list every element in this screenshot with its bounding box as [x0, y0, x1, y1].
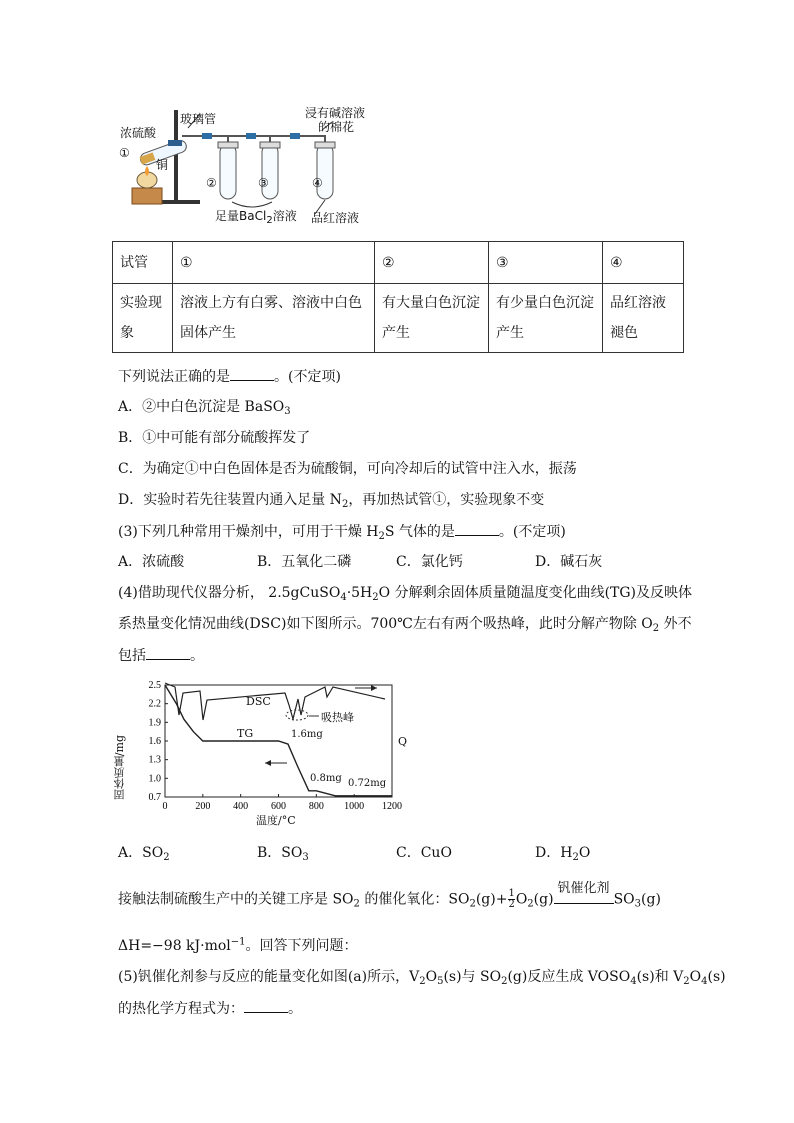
- chart-label-1p6: 1.6mg: [291, 729, 323, 740]
- table-cell: 有少量白色沉淀 产生: [489, 284, 603, 353]
- x-tick-label: 1200: [382, 801, 402, 812]
- y-tick-label: 1.3: [148, 754, 161, 766]
- chart-label-dsc: DSC: [246, 695, 271, 708]
- q4-option-d: D．$H_2O$: [535, 845, 591, 863]
- x-tick-label: 200: [195, 801, 211, 812]
- label-num-1: ①: [119, 146, 130, 160]
- x-tick-label: 600: [271, 801, 286, 812]
- q4-line-1: (4)借助现代仪器分析， $2.5gCuSO_4\cdot 5H_2O$ 分解剩余固体质量随温度变化曲线(TG)及反映体: [118, 585, 693, 603]
- fraction-half: $\frac{1}{2}$: [508, 888, 515, 910]
- x-tick-label: 0: [162, 801, 168, 812]
- q4-option-c: C．CuO: [396, 845, 452, 861]
- q3-option-a: A．浓硫酸: [118, 554, 185, 570]
- q3-option-c: C．氯化钙: [396, 554, 463, 570]
- label-glass-tube: 玻璃管: [180, 112, 217, 126]
- catalyst-arrow: 钒催化剂: [554, 893, 614, 904]
- q2-option-c: C．为确定①中白色固体是否为硫酸铜，可向冷却后的试管中注入水，振荡: [118, 461, 577, 477]
- q3-option-d: D．碱石灰: [535, 554, 603, 570]
- x-tick-label: 400: [233, 801, 249, 812]
- chart-label-0p8: 0.8mg: [310, 773, 342, 784]
- chart-x-label: 温度/°C: [256, 814, 296, 827]
- q4-option-b: B．$SO_3$: [257, 845, 309, 863]
- y-tick-label: 2.2: [148, 698, 161, 710]
- table-cell: 有大量白色沉淀 产生: [375, 284, 489, 353]
- x-tick-label: 1000: [344, 801, 365, 812]
- q2-stem: 下列说法正确的是 。(不定项): [118, 366, 341, 387]
- q4-line-3: 包括 。: [118, 645, 204, 666]
- table-row-label: 实验现 象: [113, 284, 173, 353]
- y-tick-label: 1.6: [148, 736, 161, 747]
- label-num-3: ③: [258, 176, 269, 190]
- label-bacl2: 足量BaCl$_2$溶液: [215, 209, 297, 226]
- table-header-cell: ②: [375, 242, 489, 284]
- y-tick-label: 0.7: [148, 792, 161, 803]
- answer-blank[interactable]: [146, 645, 190, 660]
- label-num-2: ②: [206, 176, 217, 190]
- observation-table: [112, 241, 684, 353]
- table-cell: 品红溶液 褪色: [603, 284, 684, 353]
- q3-stem: (3)下列几种常用干燥剂中，可用于干燥 $H_2S$ 气体的是 。(不定项): [118, 521, 566, 542]
- table-cell: 溶液上方有白雾、溶液中白色 固体产生: [173, 284, 375, 353]
- q5-dh: ΔH=−98 kJ·mol$^{-1}$。回答下列问题：: [118, 936, 358, 954]
- label-cotton-2: 的棉花: [318, 120, 355, 134]
- label-num-4: ④: [312, 176, 323, 190]
- q3-option-b: B．五氧化二磷: [257, 554, 352, 570]
- answer-blank[interactable]: [455, 521, 499, 536]
- answer-blank[interactable]: [244, 998, 288, 1013]
- chart-y2-label: Q: [398, 735, 408, 748]
- q2-option-b: B．①中可能有部分硫酸挥发了: [118, 430, 311, 446]
- chart-label-tg: TG: [237, 727, 254, 740]
- q5-line-2: 的热化学方程式为： 。: [118, 998, 302, 1019]
- answer-blank[interactable]: [230, 366, 274, 381]
- table-row: [113, 284, 684, 353]
- table-header-cell: ①: [173, 242, 375, 284]
- table-header-cell: ③: [489, 242, 603, 284]
- table-header-row: [113, 242, 684, 284]
- q2-option-d: D．实验时若先往装置内通入足量 $N_2$，再加热试管①，实验现象不变: [118, 492, 545, 510]
- label-conc-acid: 浓硫酸: [120, 126, 157, 140]
- chart-label-0p72: 0.72mg: [348, 778, 387, 789]
- y-tick-label: 2.5: [148, 680, 161, 691]
- label-cotton: 浸有碱溶液: [305, 106, 366, 120]
- q5-intro: 接触法制硫酸生产中的关键工序是 $SO_2$ 的催化氧化：$SO_2(g)+$ $\frac{1}{2}$ $O_2(g)$ 钒催化剂 $SO_3(g)$: [118, 880, 661, 910]
- chart-y-label: 固体质量/mg: [113, 735, 126, 801]
- x-tick-label: 800: [308, 801, 324, 812]
- y-tick-label: 1.0: [148, 773, 161, 785]
- label-copper: 铜: [156, 158, 169, 172]
- label-pinkred: 品红溶液: [311, 211, 360, 225]
- q4-line-2: 系热量变化情况曲线(DSC)如下图所示。700℃左右有两个吸热峰，此时分解产物除 $O_2$ 外不: [118, 616, 692, 634]
- table-header-cell: 试管: [113, 242, 173, 284]
- q2-option-a: A．②中白色沉淀是 BaSO$_3$: [118, 399, 291, 417]
- chart-label-endo-peak: 吸热峰: [321, 711, 354, 724]
- q4-option-a: A．$SO_2$: [118, 845, 170, 863]
- table-header-cell: ④: [603, 242, 684, 284]
- q5-line-1: (5)钒催化剂参与反应的能量变化如图(a)所示，$V_2O_5(s)$与 $SO_2(g)$反应生成 $VOSO_4(s)$和 $V_2O_4(s)$: [118, 969, 726, 987]
- y-tick-label: 1.9: [148, 717, 161, 729]
